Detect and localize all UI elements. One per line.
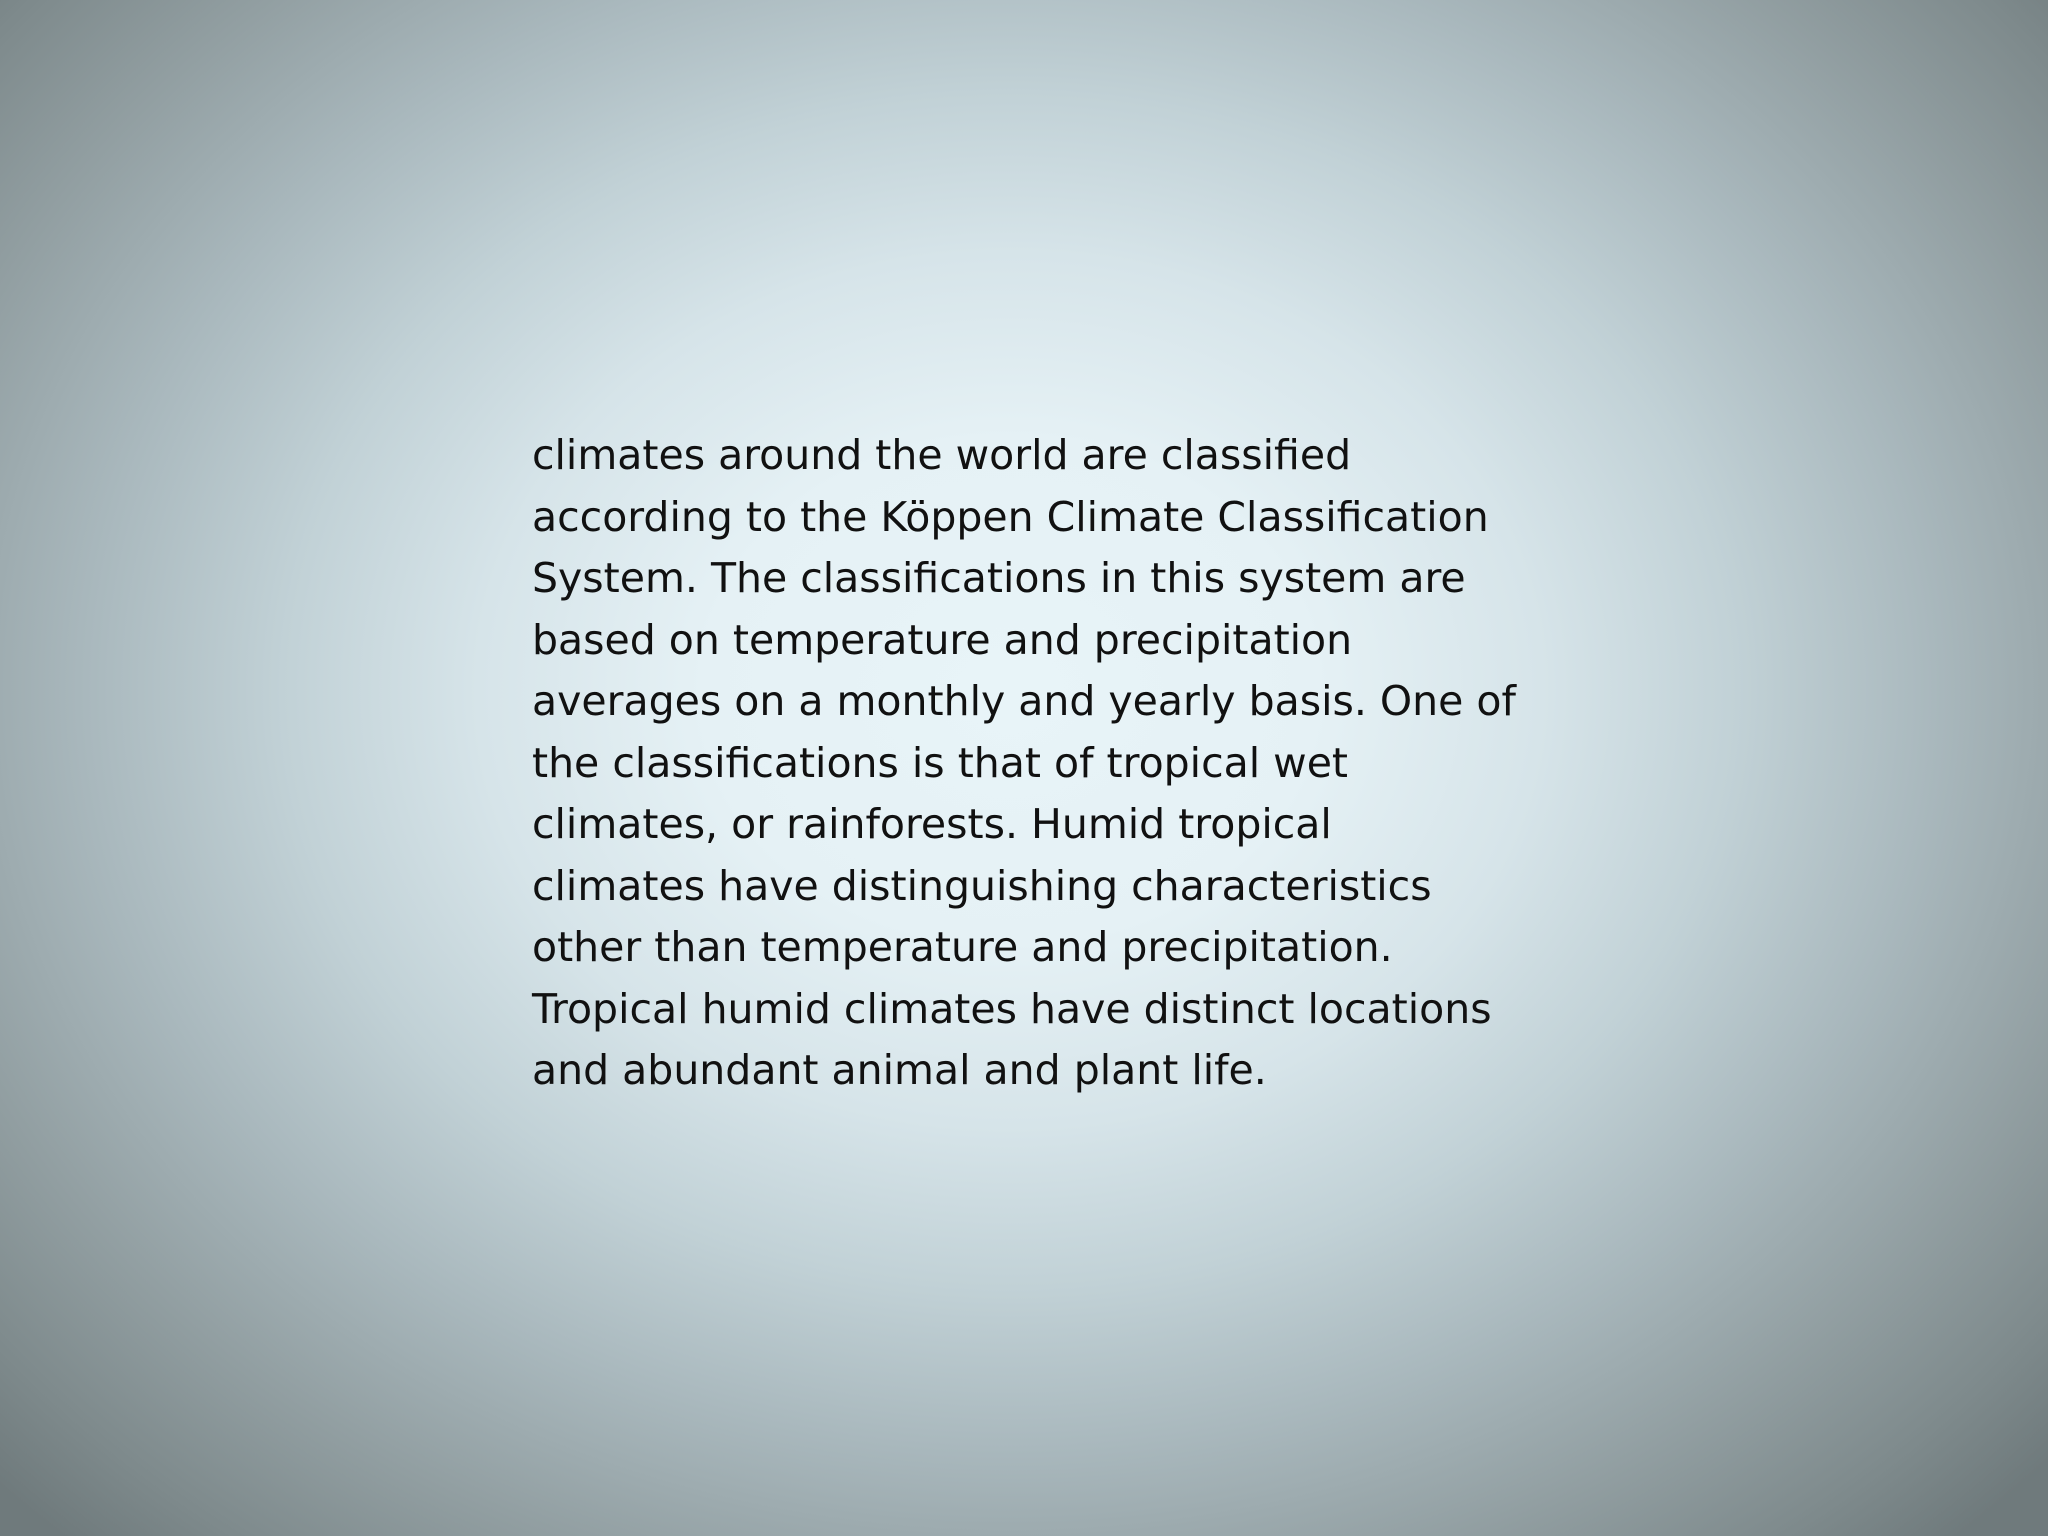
text-line: Tropical humid climates have distinct locations xyxy=(532,984,1492,1033)
text-line: and abundant animal and plant life. xyxy=(532,1046,1267,1094)
text-line: climates around the world are classified xyxy=(532,431,1352,479)
text-line: climates have distinguishing characteristics xyxy=(532,861,1432,910)
text-line: climates, or rainforests. Humid tropical xyxy=(532,800,1332,848)
text-line: other than temperature and precipitation. xyxy=(532,923,1393,971)
text-line: based on temperature and precipitation xyxy=(532,615,1353,664)
text-line: System. The classifications in this system are xyxy=(532,554,1466,602)
text-line: averages on a monthly and yearly basis. One of xyxy=(532,677,1516,725)
text-line: the classifications is that of tropical wet xyxy=(532,738,1348,787)
text-line: according to the Köppen Climate Classification xyxy=(532,492,1489,541)
slide-body-text xyxy=(532,425,1532,1102)
